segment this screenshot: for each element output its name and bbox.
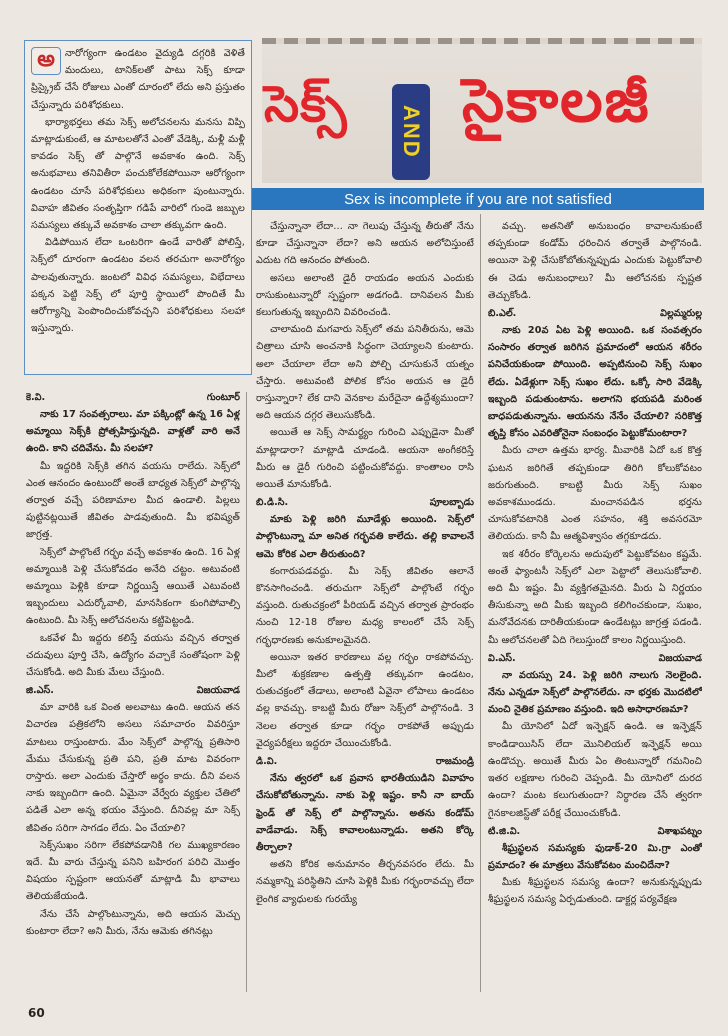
reader-initials: బి.డి.సి. — [256, 497, 289, 509]
expert-answer: అతని కోరిక అనుమానం తీర్చనవసరం లేదు. మీ నమ్మకాన్ని పరిస్థితిని చూసి పెళ్లికి మీకు గర్భంరావచ్చు లేదా లైంగిక వ్యాధులకు గురయ్యే — [256, 859, 474, 905]
column-divider — [246, 392, 247, 992]
expert-answer: సెక్స్‌లో పాల్గొంటే గర్భం వచ్చే అవకాశం ఉంది. 16 ఏళ్ల అమ్మాయికి పెళ్లి చేసుకోవడం అనేది చట్టం. అటువంటి అమ్మాయి పెళ్లికి కూడా నిర్ణయిస్తే ఆయితే ఎటువంటి ఇబ్బందులు ఎదుర్కోవాలి, మానసికంగా కుంగిపోవాల్సి ఉంటుంది. మీ సెక్స్ ఆలోచనలను కట్టిపెట్టండి. — [26, 546, 240, 627]
title-word-sex: సెక్స్ — [264, 74, 348, 133]
expert-answer: చేస్తున్నానా లేదా... నా గెలుపు చేస్తున్న తీరుతో నేను కూడా చేస్తున్నానా లేదా? అని ఆయన అలోచిస్తుంటే ఎదుట గది ఆనందం పోతుంది. — [256, 221, 474, 267]
expert-answer: కంగారుపడవద్దు. మీ సెక్స్ జీవితం ఆలానే కొనసాగించండి. తరుచుగా సెక్స్‌లో పాల్గొంటే గర్భం వస్తుంది. రుతుచక్రంలో పీరియడ్ వచ్చిన తర్వాత ప్రారంభం నుంచి 12-18 రోజుల మధ్య కాలంలో చేసే సెక్స్ గర్భధారణకు అనుకూలమైనది. — [256, 565, 474, 646]
expert-answer: చాలామంది మగవారు సెక్స్‌లో తమ పనితీరును, ఆమె చిత్రాలు చూసి అంచనాకి సిద్ధంగా చెయ్యాలని కుంటారు. అలా చేయాలా లేదా అని పోల్చి చూసుకునే యత్నం చేస్తారు. అటువంటి పోలిక కోసం అయన ఆ డైరీ రాస్తున్నారా? లేక దాని వెనకాల మరేదైనా ఉద్దేశ్యముందా? అది ఆయన దగ్గర తెలుసుకోండి. — [256, 324, 474, 422]
page-number: 60 — [28, 1006, 45, 1020]
intro-paragraph: నారోగ్యంగా ఉండటం వైద్యుడి దగ్గరికి వెళితే మందులు, టానిక్‌లతో పాటు సెక్స్ కూడా ప్రిస్క్రైబ్ చేసే రోజులు ఎంతో దూరంలో లేదు అని ప్రస్తుతం చేస్తున్నారు పరిశోధకులు. — [31, 48, 245, 111]
letter-header — [26, 683, 240, 699]
letter-header — [26, 390, 240, 406]
reader-initials: బి.ఎల్. — [488, 308, 517, 320]
letter-header — [488, 651, 702, 667]
expert-answer: అయినా ఇతర కారణాలు వల్ల గర్భం రాకపోవచ్చు. మీలో శుక్రకణాల ఉత్పత్తి తక్కువగా ఉండటం, రుతుచక్రంలో తేడాలు, అలాంటి ఏవైనా లోపాలు ఉండటం వల్ల కావచ్చు. కాబట్టి మీరు రోజూ సెక్స్‌లో పాల్గొనండి. 3 నెలల తర్వాత కూడా గర్భం రాకపోతే అప్పుడు వైద్యపరీక్షలు ఇద్దరూ చేయించుకోండి. — [256, 651, 474, 749]
reader-location: గుంటూర్ — [206, 392, 240, 403]
intro-paragraph: విడిపోయిన లేదా ఒంటరిగా ఉండే వారితో పోలిస్తే, సెక్స్‌లో దూరంగా ఉండటం వలన తరచుగా అనారోగ్యం పాలవుతున్నారు. జంటలో వివిధ సమస్యలు, విభేదాలు పక్కన పెట్టి సెక్స్ లో పూర్తి స్థాయిలో పొందితే మీ ఆరోగ్యాన్ని పెంపొందించుకోవచ్చని పరిశోధకులు సలహా ఇస్తున్నారు. — [31, 237, 245, 335]
tagline-text: Sex is incomplete if you are not satisfied — [344, 190, 612, 208]
drop-cap: అ — [31, 47, 61, 75]
expert-answer: మీ ఇద్దరికి సెక్స్‌కి తగిన వయసు రాలేదు. సెక్స్‌లో ఎంత ఆనందం ఉంటుందో అంతే బాధ్యత సెక్స్‌లో పాల్గొన్న తర్వాత వచ్చే పరిణామాల మీద ఉండాలి. పిల్లలు పుట్టినట్లయితే జీవితం పాడవుతుంది. మీ భవిష్యత్ జాగ్రత్త. — [26, 460, 240, 541]
expert-answer: ఇక శరీరం కోర్కెలను అదుపులో పెట్టుకోవటం కష్టమే. అంతే ఫ్యాంటసీ సెక్స్‌లో ఎలా పెట్టాలో తెలుసుకోవాలి. అది మీ ఇష్టం. మీ వ్యక్తిగతమైనది. మీరు ఏ నిర్ణయం తీసుకున్నా అది మీకు ఇబ్బంది కలిగించకుండా, సుఖం, మనోవేదనకు దారితీయకుండా ఉండేటట్లు జాగ్రత్త పడండి. మీ ఆలోచనలతో ఏది గెలుస్తుందో కాలం నిర్ణయిస్తుంది. — [488, 548, 702, 646]
intro-box — [24, 40, 252, 375]
expert-answer: మీ యోనిలో ఏదో ఇన్ఫెక్షన్ ఉండి. ఆ ఇన్ఫెక్షన్ కాండిడాయిసిస్ లేదా మొనిలియల్ ఇన్ఫెక్షన్ అయి ఉండొచ్చు. అయితే మీరు ఏం తింటున్నారో గమనించి ఇతర లక్షణాల గురించి చెప్పండి. మీ యోనిలో దురద ఉందా? మంట కలుగుతుందా? నిర్ధారణ చేసే త్వరగా గైనకాలజిస్ట్‌తో పరీక్ష చేయించుకోండి. — [488, 721, 702, 819]
expert-answer: మీకు శీఘ్రస్ఖలన సమస్య ఉందా? అనుకున్నప్పుడు శీఘ్రస్ఖలన సమస్య ఏర్పడుతుంది. డాక్టర్ల పర్యవేక్షణ — [488, 877, 702, 906]
reader-initials: వి.ఎస్. — [488, 652, 516, 664]
reader-question: మాకు పెళ్లి జరిగి మూడేళ్లు అయింది. సెక్స్‌లో పాల్గొంటున్నా మా అనిత గర్భవతి కాలేదు. తల్లి కావాలనే ఆమె కోరిక ఎలా తీరుతుంది? — [256, 514, 474, 560]
letter-header — [256, 495, 474, 511]
expert-answer: అయితే ఆ సెక్స్ సామర్థ్యం గురించి ఎప్పుడైనా మీతో మాట్లాడారా? మాట్లాడి చూడండి. ఆయనా అంగీకరిస్తే మీరు ఆ డైరీ గురించి పట్టించుకోవద్దు. కాంతాలం రాసి అయితే మానుకోండి. — [256, 427, 474, 491]
reader-location: విశాఖపట్నం — [657, 825, 702, 837]
expert-answer: మా వారికి ఒక వింత అలవాటు ఉంది. ఆయన తన విచారణ పత్రికలోని అసలు సమాచారం వివరిస్తూ మాటలు రాస్తుంటారు. మేం సెక్స్‌లో పాల్గొన్న ప్రతిసారి మేము చేసుకున్న ప్రతి పని, ప్రతి మాట వివరంగా రాస్తారు. అలా ఎందుకు చేస్తారో అర్థం కాదు. దీని వలన నాకు ఇబ్బందిగా ఉంది. ఏమైనా వేర్వేరు వ్యక్తుల చేతిలో పడితే ఎలా అన్న భయం వేస్తుంది. దీనివల్ల మా సెక్స్ జీవితం సరిగా సాగడం లేదు. ఏం చేయాలి? — [26, 702, 240, 834]
intro-paragraph: భార్యాభర్తలు తమ సెక్స్ అలోచనలను మనసు విప్పి మాట్లాడుకుంటే, ఆ మాటలతోనే ఎంతో వేడెక్కి, మళ్లీ మళ్లీ కావడం సెక్స్ తో పాల్గొనే అవకాశం ఉంది. సెక్స్ అనుభవాలు తనివితీరా పంచుకోలేకపోయినా ఆరోగ్యంగా ఉండటం చూసే పరిశోధకులు అధికంగా పుంటున్నారు. వివాహ జీవితం సంతృప్తిగా గడిపే వారిలో గుండె జబ్బుల సమస్యలు తక్కువే అవకాశం చాలా తక్కువగా ఉంది. — [31, 116, 245, 232]
expert-answer: వచ్చు. అతనితో అనుబంధం కావాలనుకుంటే తప్పకుండా కండోమ్ ధరించిన తర్వాతే పాల్గొనండి. అయినా పెళ్లి చేసుకోబోతున్నప్పుడు ఎందుకు పెట్టుకోవాలి ఈ చెడు అనుబంధాలు? మీ ఆలోచనకు స్పష్టత తెచ్చుకోండి. — [488, 221, 702, 301]
reader-location: విజయవాడ — [658, 652, 702, 664]
column-divider — [480, 214, 481, 992]
reader-question: నా వయస్సు 24. పెళ్లి జరిగి నాలుగు నెలలైంది. నేను ఎన్నడూ సెక్స్‌లో పాల్గొనలేదు. నా భర్తకు మొదటిలో మంచి నైతిక ప్రమాణం వస్తుంది. ఇది అసాధారణమా? — [488, 669, 702, 716]
reader-location: విల్లమ్మరుల్ల — [660, 308, 702, 320]
header-stripe — [262, 38, 702, 44]
and-label: AND — [399, 105, 424, 159]
reader-initials: జి.ఎస్. — [26, 685, 54, 697]
reader-question: నాకు 20వ ఏట పెళ్లి అయింది. ఒక సంవత్సరం సంసారం తర్వాత జరిగిన ప్రమాదంలో ఆయన శరీరం పనిచేయకుండా పోయింది. అప్పటినుంచి సెక్స్ సుఖం లేదు. ఏడేళ్లుగా సెక్స్ సుఖం లేదు. ఒక్కో సారి వేడెక్కి ఇబ్బంది పడుతుంటాను. అలాగని భయపడి మరింత బాధపడుతున్నాను. ఆయనను నేనేం చేయాలి? సరికొత్త తృప్తి కోసం ఎవరితోనైనా సంబంధం పెట్టుకోమంటారా? — [488, 325, 702, 440]
column-middle — [256, 218, 474, 996]
reader-initials: టి.జి.వి. — [488, 825, 521, 837]
title-and-badge — [392, 84, 430, 180]
title-word-psychology: సైకాలజీ — [462, 66, 651, 136]
letter-header — [488, 306, 702, 322]
reader-initials: కె.వి. — [26, 392, 46, 403]
reader-location: రాజమండ్రి — [435, 756, 474, 768]
reader-location: విజయవాడ — [196, 685, 240, 697]
expert-answer: మీరు చాలా ఉత్తమ భార్య. మీవారికి ఏదో ఒక కొత్త ఘటన జరిగితే తప్పకుండా తిరిగి కోలుకోవటం జరుగుతుంది. కాబట్టి మీరు సెక్స్ సుఖం అవకాశముండదు. మంచానపడిన భర్తను చూసుకోవటానికి ఎంత సహనం, శక్తి అవసరమో తెలియదు. కానీ మీ ఆత్మవిశ్వాసం తగ్గకూడదు. — [488, 445, 702, 543]
expert-answer: ఒకవేళ మీ ఇద్దరు కలిస్తే వయసు వచ్చిన తర్వాత చదువులు పూర్తి చేసి, ఉద్యోగం వచ్చాకే సంతోషంగా పెళ్లి చేసుకోండి. అది మీకు మేలు చేస్తుంది. — [26, 632, 240, 679]
tagline-bar — [252, 188, 704, 210]
letter-header — [488, 824, 702, 840]
column-right — [488, 218, 702, 996]
reader-question: నేను త్వరలో ఒక ప్రవాస భారతీయుడిని వివాహం చేసుకోబోతున్నాను. నాకు పెళ్లి ఇష్టం. కానీ నా బాయ్ ఫ్రెండ్ తో సెక్స్ లో పాల్గొన్నాను. అతను కండోమ్ వాడేవాడు. సెక్స్ కావాలంటున్నాడు. అతని కోర్కె తీర్చాలా? — [256, 773, 474, 853]
column-left — [26, 388, 240, 996]
reader-location: పూలబ్బాడు — [429, 497, 474, 509]
expert-answer: నేను చేసే పాల్గొంటున్నాను, అది ఆయన మెచ్చు కుంటారా లేదా? అని మీరు, నేను ఆమెకు తగినట్లు — [26, 908, 240, 937]
reader-initials: డి.వి. — [256, 756, 278, 768]
letter-header — [256, 754, 474, 770]
reader-question: శీఘ్రస్ఖలన సమస్యకు ఫుడాక్-20 మి.గ్రా ఎంతో ప్రమాదం? ఈ మాత్రలు వేసుకోవటం మంచిదేనా? — [488, 842, 702, 871]
reader-question: నాకు 17 సంవత్సరాలు. మా పక్కింట్లో ఉన్న 16 ఏళ్ల అమ్మాయి సెక్స్‌కి ప్రోత్సహిస్తున్నది. వాళ్లతో వారి అనే ఉంది. కాని చదివేను. మీ సలహా? — [26, 409, 240, 455]
expert-answer: సెక్స్‌సుఖం సరిగా లేకపోవడానికి గల ముఖ్యకారణం ఇదే. మీ వారు చేస్తున్న పనిని బహిరంగ పరిచి మొత్తం విషయం స్పష్టంగా ఆయనతో మాట్లాడి మీ భావాలు తెలియజేయండి. — [26, 839, 240, 903]
expert-answer: అసలు అలాంటి డైరీ రాయడం అయన ఎందుకు రాసుకుంటున్నారో స్పష్టంగా అడగండి. దానివలన మీకు కలుగుతున్న ఇబ్బందిని వివరించండి. — [256, 272, 474, 319]
